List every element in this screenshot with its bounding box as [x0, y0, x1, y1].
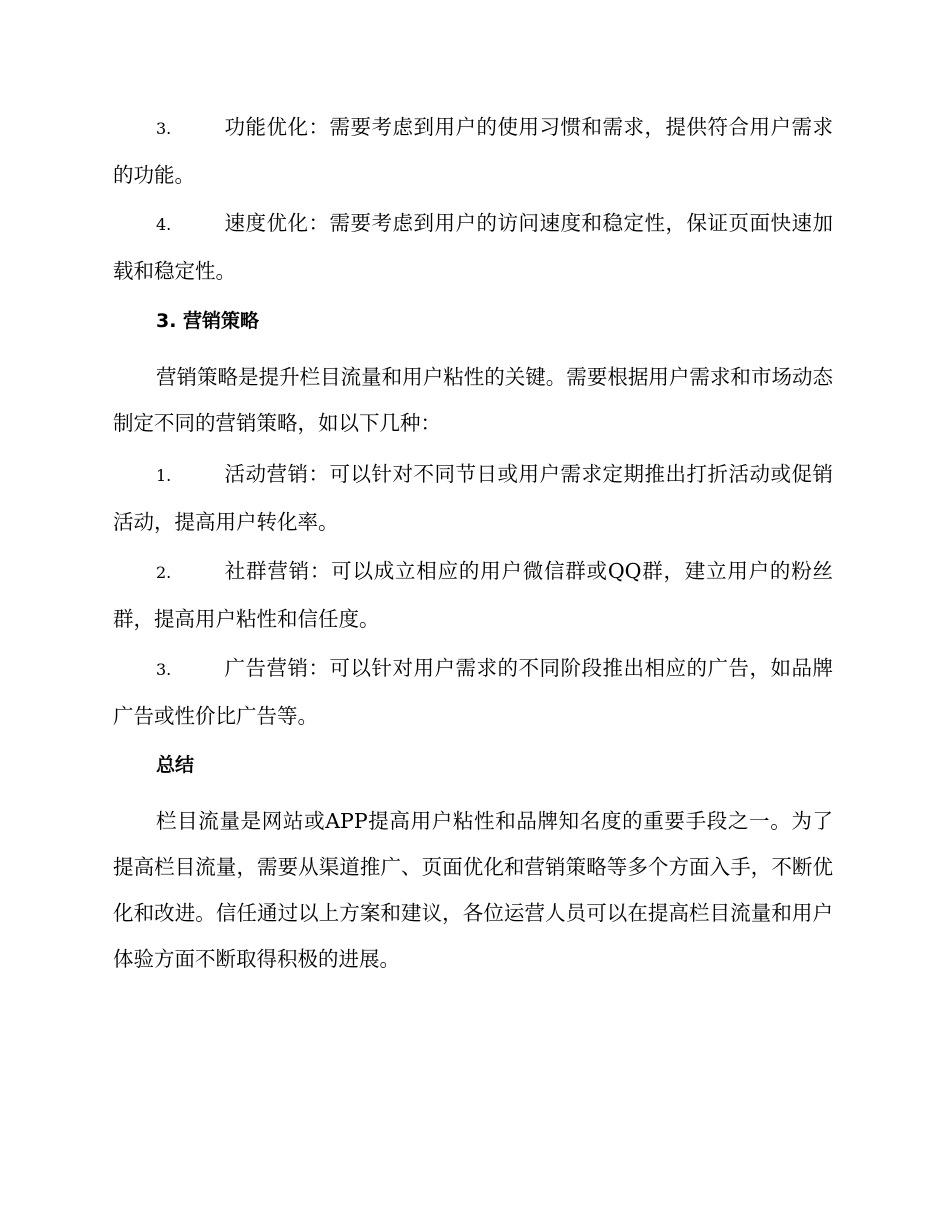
list-item-text: 速度优化：需要考虑到用户的访问速度和稳定性，保证页面快速加载和稳定性。 [113, 211, 833, 283]
list-item-text: 广告营销：可以针对用户需求的不同阶段推出相应的广告，如品牌广告或性价比广告等。 [113, 656, 833, 728]
summary-paragraph: 栏目流量是网站或APP提高用户粘性和品牌知名度的重要手段之一。为了提高栏目流量，需要从渠道推广、页面优化和营销策略等多个方面入手，不断优化和改进。信任通过以上方案和建议，各位运营人员可以在提高栏目流量和用户体验方面不断取得积极的进展。 [113, 809, 833, 971]
list-number: 4. [156, 215, 172, 234]
list-number: 2. [156, 563, 172, 582]
list-item [113, 104, 833, 198]
list-number: 3. [156, 660, 172, 679]
list-item [113, 645, 833, 739]
list-item [113, 451, 833, 545]
list-item-text: 社群营销：可以成立相应的用户微信群或QQ群，建立用户的粉丝群，提高用户粘性和信任度。 [113, 559, 833, 631]
marketing-intro-paragraph: 营销策略是提升栏目流量和用户粘性的关键。需要根据用户需求和市场动态制定不同的营销策略，如以下几种： [113, 365, 833, 435]
list-number: 3. [156, 119, 172, 138]
list-item-text: 功能优化：需要考虑到用户的使用习惯和需求，提供符合用户需求的功能。 [113, 115, 833, 187]
list-item [113, 548, 833, 642]
list-number: 1. [156, 466, 172, 485]
list-item [113, 200, 833, 294]
list-item-text: 活动营销：可以针对不同节日或用户需求定期推出打折活动或促销活动，提高用户转化率。 [113, 462, 833, 534]
section-heading-summary: 总结 [156, 754, 195, 776]
section-heading-marketing: 3. 营销策略 [156, 310, 260, 332]
